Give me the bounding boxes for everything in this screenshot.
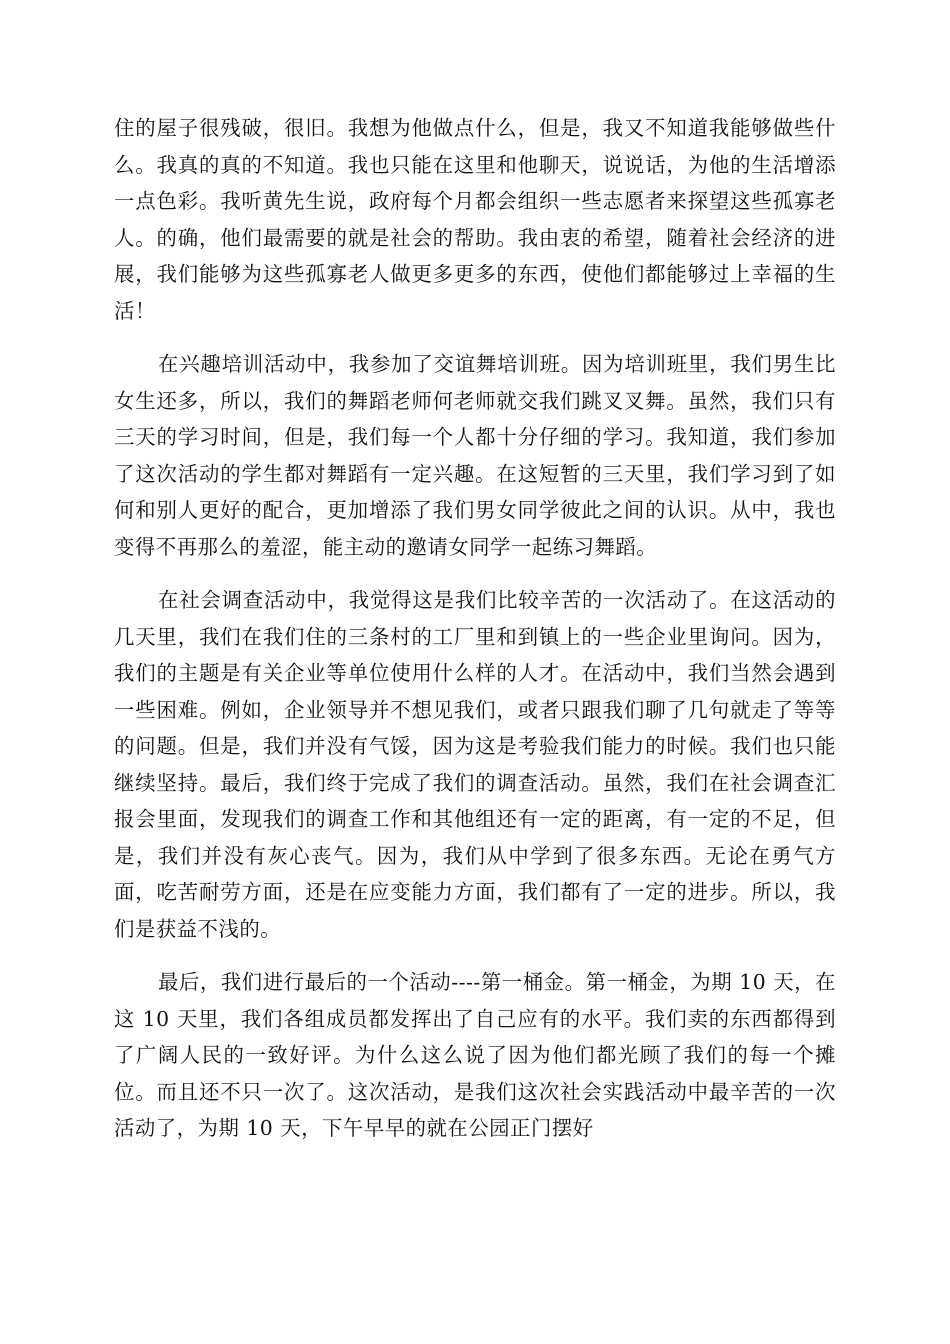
paragraph-dance-training: 在兴趣培训活动中，我参加了交谊舞培训班。因为培训班里，我们男生比女生还多，所以，我们的舞蹈老师何老师就交我们跳叉叉舞。虽然，我们只有三天的学习时间，但是，我们每一个人都十分仔细的学习。我知道，我们参加了这次活动的学生都对舞蹈有一定兴趣。在这短暂的三天里，我们学习到了如何和别人更好的配合，更加增添了我们男女同学彼此之间的认识。从中，我也变得不再那么的羞涩，能主动的邀请女同学一起练习舞蹈。 [114, 352, 836, 559]
paragraph-social-survey: 在社会调查活动中，我觉得这是我们比较辛苦的一次活动了。在这活动的几天里，我们在我们住的三条村的工厂里和到镇上的一些企业里询问。因为，我们的主题是有关企业等单位使用什么样的人才。在活动中，我们当然会遇到一些困难。例如，企业领导并不想见我们，或者只跟我们聊了几句就走了等等的问题。但是，我们并没有气馁，因为这是考验我们能力的时候。我们也只能继续坚持。最后，我们终于完成了我们的调查活动。虽然，我们在社会调查汇报会里面，发现我们的调查工作和其他组还有一定的距离，有一定的不足，但是，我们并没有灰心丧气。因为，我们从中学到了很多东西。无论在勇气方面，吃苦耐劳方面，还是在应变能力方面，我们都有了一定的进步。所以，我们是获益不浅的。 [114, 588, 836, 941]
paragraph-first-pot-of-gold: 最后，我们进行最后的一个活动----第一桶金。第一桶金，为期 10 天，在这 10 天里，我们各组成员都发挥出了自己应有的水平。我们卖的东西都得到了广阔人民的一致好评。为什么这么说了因为他们都光顾了我们的每一个摊位。而且还不只一次了。这次活动，是我们这次社会实践活动中最辛苦的一次活动了，为期 10 天，下午早早的就在公园正门摆好 [114, 970, 836, 1140]
document-body [114, 110, 836, 1147]
paragraph-visiting-elderly: 住的屋子很残破，很旧。我想为他做点什么，但是，我又不知道我能够做些什么。我真的真的不知道。我也只能在这里和他聊天，说说话，为他的生活增添一点色彩。我听黄先生说，政府每个月都会组织一些志愿者来探望这些孤寡老人。的确，他们最需要的就是社会的帮助。我由衷的希望，随着社会经济的进展，我们能够为这些孤寡老人做更多更多的东西，使他们都能够过上幸福的生活！ [114, 116, 836, 323]
